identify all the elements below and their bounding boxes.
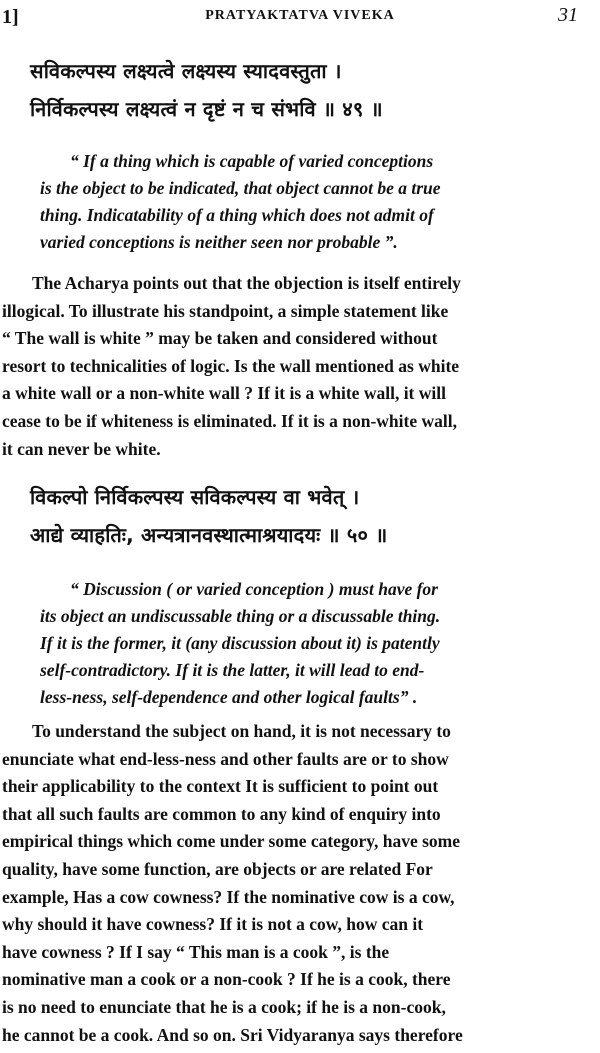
text-line: illogical. To illustrate his standpoint, a simple statement like bbox=[2, 300, 449, 321]
verse-line: निर्विकल्पस्य लक्ष्यत्वं न दृष्टं न च संभवि ॥ ४९ ॥ bbox=[30, 97, 383, 121]
page-number: 31 bbox=[558, 4, 578, 26]
chapter-mark: 1] bbox=[2, 6, 19, 28]
translation-50 bbox=[40, 576, 580, 711]
verse-line: आद्ये व्याहतिः, अन्यत्रानवस्थात्माश्रयादयः ॥ ५० ॥ bbox=[30, 523, 388, 547]
text-line: “ The wall is white ” may be taken and considered without bbox=[2, 328, 438, 349]
book-title: PRATYAKTATVA VIVEKA bbox=[205, 8, 395, 23]
text-line: have cowness ? If I say “ This man is a cook ”, is the bbox=[2, 941, 390, 962]
text-line: their applicability to the context It is sufficient to point out bbox=[2, 776, 439, 797]
quote-line: less-ness, self-dependence and other logical faults” . bbox=[40, 687, 418, 707]
quote-line: If it is the former, it (any discussion about it) is patently bbox=[40, 633, 440, 653]
text-line: is no need to enunciate that he is a cook; if he is a non-cook, bbox=[2, 996, 446, 1017]
text-line: To understand the subject on hand, it is not necessary to bbox=[32, 721, 451, 741]
text-line: example, Has a cow cowness? If the nominative cow is a cow, bbox=[2, 886, 455, 907]
text-line: why should it have cowness? If it is not a cow, how can it bbox=[2, 914, 424, 935]
text-line: cease to be if whiteness is eliminated. If it is a non-white wall, bbox=[2, 410, 457, 431]
text-line: a white wall or a non-white wall ? If it is a white wall, it will bbox=[2, 383, 446, 404]
text-line: nominative man a cook or a non-cook ? If he is a cook, there bbox=[2, 969, 451, 990]
text-line: he cannot be a cook. And so on. Sri Vidyaranya says therefore bbox=[2, 1024, 463, 1045]
quote-line: varied conceptions is neither seen nor probable ”. bbox=[40, 232, 398, 252]
text-line: that all such faults are common to any kind of enquiry into bbox=[2, 803, 441, 824]
verse-50 bbox=[30, 478, 590, 554]
verse-line: सविकल्पस्य लक्ष्यत्वे लक्ष्यस्य स्यादवस्तुता । bbox=[30, 59, 342, 83]
quote-line: “ If a thing which is capable of varied conceptions bbox=[70, 151, 434, 171]
quote-line: thing. Indicatability of a thing which does not admit of bbox=[40, 205, 434, 225]
verse-49 bbox=[30, 52, 590, 128]
text-line: resort to technicalities of logic. Is the wall mentioned as white bbox=[2, 355, 460, 376]
text-line: empirical things which come under some category, have some bbox=[2, 831, 461, 852]
running-header bbox=[0, 4, 600, 32]
quote-line: self-contradictory. If it is the latter, it will lead to end- bbox=[40, 660, 425, 680]
text-line: The Acharya points out that the objection is itself entirely bbox=[32, 273, 461, 293]
text-line: enunciate what end-less-ness and other faults are or to show bbox=[2, 748, 449, 769]
text-line: it can never be white. bbox=[2, 438, 161, 459]
quote-line: its object an undiscussable thing or a discussable thing. bbox=[40, 606, 441, 626]
text-line: quality, have some function, are objects or are related For bbox=[2, 858, 433, 879]
paragraph-commentary-1 bbox=[2, 270, 597, 463]
quote-line: “ Discussion ( or varied conception ) must have for bbox=[70, 579, 438, 599]
paragraph-commentary-2 bbox=[2, 718, 597, 1049]
translation-49 bbox=[40, 148, 580, 256]
verse-line: विकल्पो निर्विकल्पस्य सविकल्पस्य वा भवेत् । bbox=[30, 485, 360, 509]
quote-line: is the object to be indicated, that object cannot be a true bbox=[40, 178, 441, 198]
